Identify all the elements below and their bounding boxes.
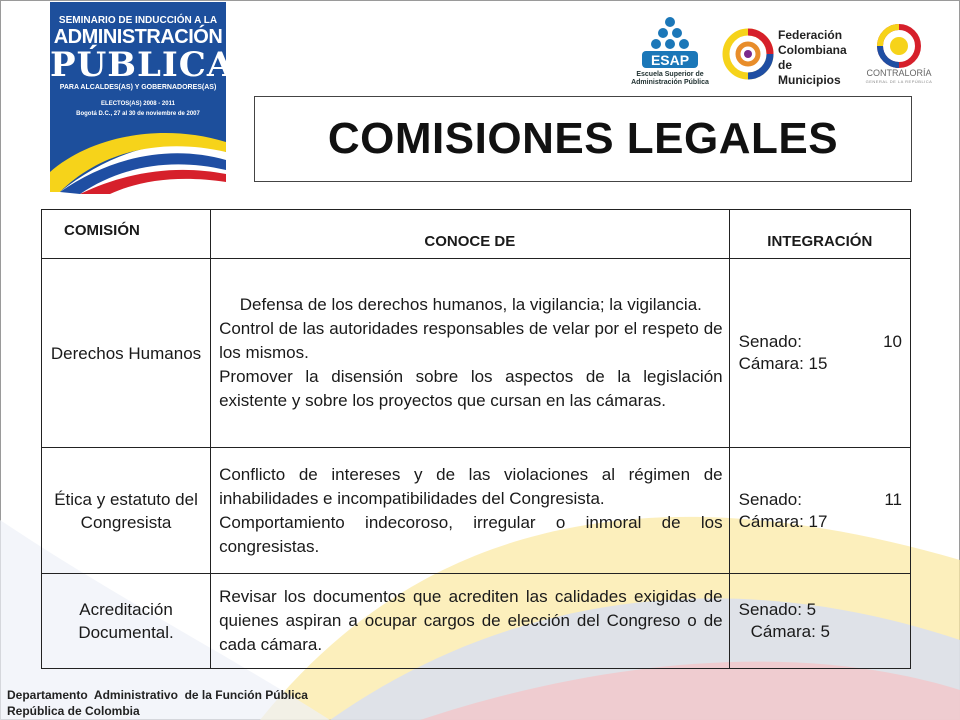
table-header-row (42, 210, 911, 259)
senado-value: 10 (883, 332, 902, 351)
senado-value: Senado: 5 (738, 600, 817, 619)
seminar-line5: ELECTOS(AS) 2008 - 2011 (101, 101, 175, 107)
seminar-line3: PÚBLICA (50, 45, 235, 85)
seminar-logo (50, 2, 235, 194)
seminar-line1: SEMINARIO DE INDUCCIÓN A LA (58, 15, 218, 26)
camara-value: Cámara: 17 (738, 511, 828, 531)
conoce-cell (211, 448, 730, 574)
contraloria-subtitle: GENERAL DE LA REPÚBLICA (865, 79, 933, 84)
footer-line2: República de Colombia (7, 704, 140, 718)
conoce-item: Control de las autoridades responsables de velar por el respeto de los mismos. (219, 319, 723, 362)
table-row (42, 448, 911, 574)
header-comision: COMISIÓN (42, 210, 211, 259)
comisiones-table (41, 209, 911, 669)
camara-value: Cámara: 5 (750, 622, 830, 641)
senado-label: Senado: (738, 489, 802, 509)
table-row (42, 259, 911, 448)
fcm-logo (722, 28, 852, 87)
conoce-item: Revisar los documentos que acrediten las calidades exigidas de quienes aspiran a ocupar cargos de elección del Congreso o de cada cámara. (219, 587, 723, 654)
title-box (254, 96, 912, 182)
header-conoce: CONOCE DE (211, 210, 730, 259)
fcm-line3: de Municipios (778, 58, 841, 87)
conoce-cell (211, 259, 730, 448)
header-integracion: INTEGRACIÓN (729, 210, 910, 259)
esap-mark-icon (620, 16, 720, 72)
integracion-cell (729, 259, 910, 448)
page-title: COMISIONES LEGALES (327, 114, 839, 163)
integracion-cell (729, 574, 910, 669)
contraloria-logo (858, 22, 940, 94)
comision-cell: Ética y estatuto del Congresista (42, 448, 211, 574)
fcm-line2: Colombiana (778, 43, 847, 57)
conoce-item: Conflicto de intereses y de las violaciones al régimen de inhabilidades e incompatibilidades del Congresista. (219, 464, 723, 508)
conoce-cell (211, 574, 730, 669)
contraloria-name: CONTRALORÍA (866, 68, 932, 78)
esap-logo (620, 16, 720, 92)
fcm-line1: Federación (778, 28, 843, 42)
footer (7, 687, 308, 719)
conoce-item: Promover la disensión sobre los aspectos de la legislación existente y sobre los proyectos que cursan en las cámaras. (219, 367, 723, 410)
contraloria-ring-icon (858, 22, 940, 68)
esap-mark-text: ESAP (650, 52, 690, 68)
seminar-line4: PARA ALCALDES(AS) Y GOBERNADORES(AS) (59, 84, 217, 91)
seminar-line6: Bogotá D.C., 27 al 30 de noviembre de 2007 (76, 111, 200, 117)
camara-value: Cámara: 15 (738, 354, 828, 373)
table-row (42, 574, 911, 669)
senado-value: 11 (884, 489, 902, 509)
conoce-item: Comportamiento indecoroso, irregular o inmoral de los congresistas. (219, 512, 723, 556)
fcm-swirl-icon (722, 28, 776, 84)
esap-line2: Administración Pública (631, 79, 709, 86)
comision-cell: Acreditación Documental. (42, 574, 211, 669)
comision-cell: Derechos Humanos (42, 259, 211, 448)
integracion-cell (729, 448, 910, 574)
esap-line1: Escuela Superior de (636, 71, 704, 78)
seminar-line2: ADMINISTRACIÓN (53, 26, 223, 48)
senado-label: Senado: (738, 332, 802, 351)
conoce-item: Defensa de los derechos humanos, la vigilancia; la vigilancia. (239, 295, 702, 314)
footer-line1: Departamento Administrativo de la Función Pública (7, 688, 308, 702)
